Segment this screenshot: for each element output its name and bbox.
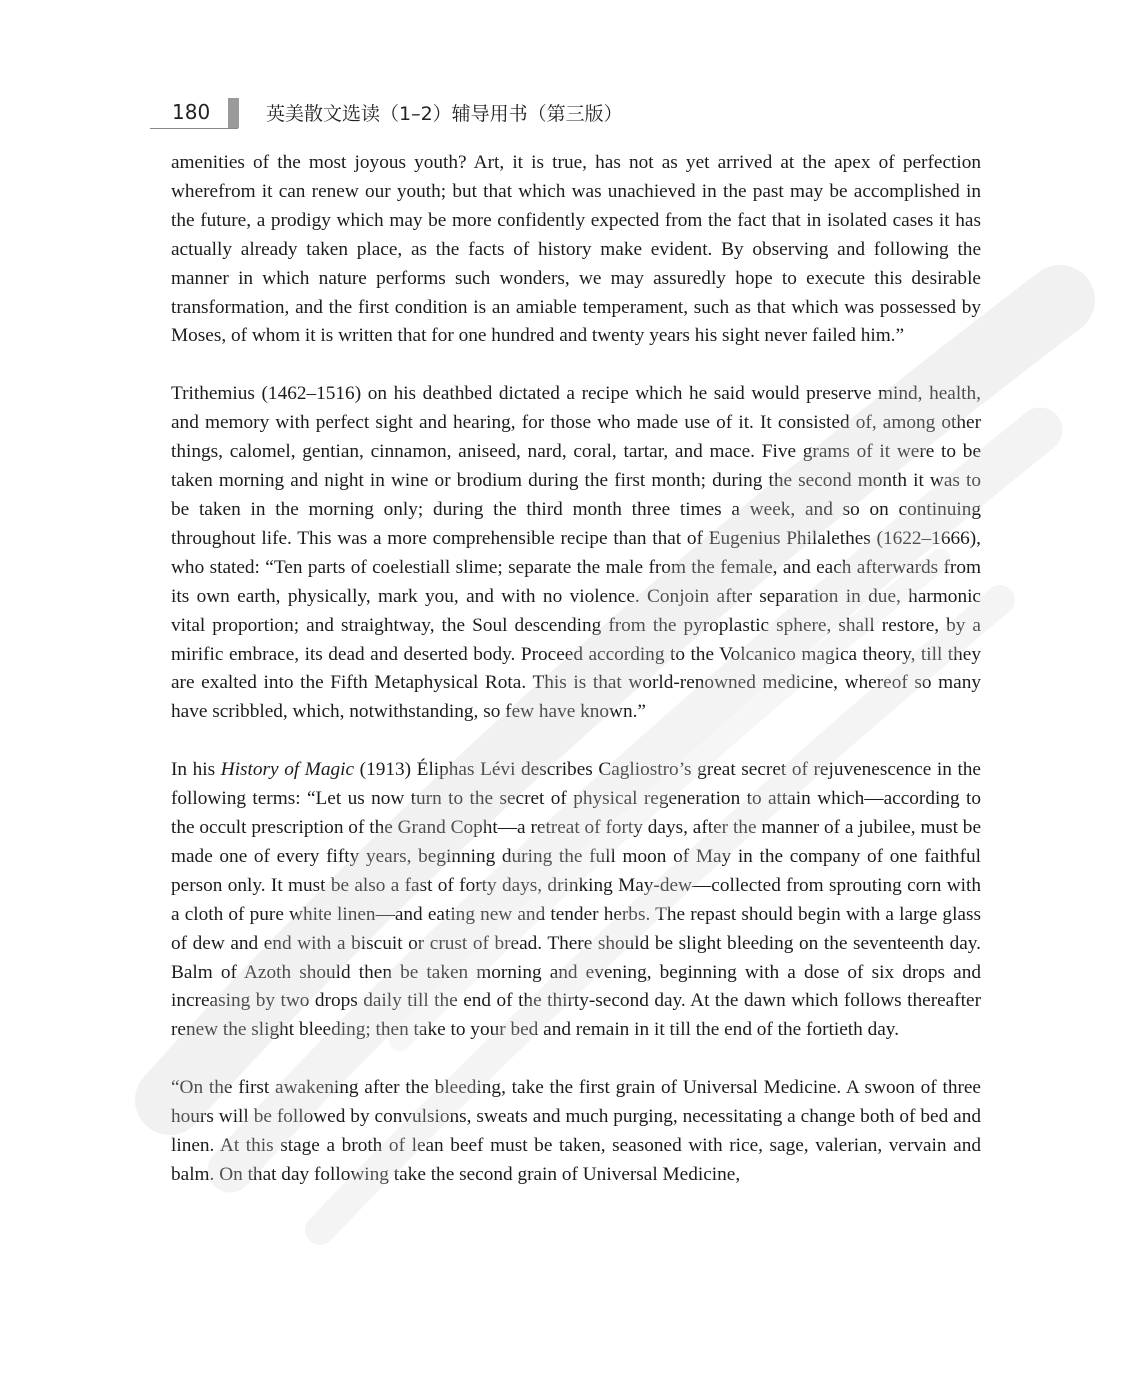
page-header: [150, 96, 980, 130]
running-head: 英美散文选读（1–2）辅导用书（第三版）: [266, 103, 623, 125]
page-number: 180: [172, 100, 211, 124]
body-text: [171, 149, 981, 1190]
paragraph-1: amenities of the most joyous youth? Art, it is true, has not as yet arrived at the apex of perfection wherefrom it can renew our youth; but that which was unachieved in the past may be accomplished in the future, a prodigy which may be more confidently expected from the fact that in isolated cases it has actually already taken place, as the facts of history make evident. By observing and following the manner in which nature performs such wonders, we may assuredly hope to execute this desirable transformation, and the first condition is an amiable temperament, such as that which was possessed by Moses, of whom it is written that for one hundred and twenty years his sight never failed him.”: [171, 152, 981, 347]
book-title-history-of-magic: History of Magic: [220, 759, 355, 781]
paragraph-3-lead: In his: [171, 759, 221, 781]
paragraph-3: [171, 756, 981, 1045]
paragraph-4: “On the first awakening after the bleeding, take the first grain of Universal Medicine. A swoon of three hours will be followed by convulsions, sweats and much purging, necessitating a change both of bed and linen. At this stage a broth of lean beef must be taken, seasoned with rice, sage, valerian, vervain and balm. On that day following take the second grain of Universal Medicine,: [171, 1077, 981, 1185]
header-rule: [150, 128, 238, 129]
paragraph-2: Trithemius (1462–1516) on his deathbed dictated a recipe which he said would preserve mind, health, and memory with perfect sight and hearing, for those who made use of it. It consisted of, among other things, calomel, gentian, cinnamon, aniseed, nard, coral, tartar, and mace. Five grams of it were to be taken morning and night in wine or brodium during the first month; during the second month it was to be taken in the morning only; during the third month three times a week, and so on continuing throughout life. This was a more comprehensible recipe than that of Eugenius Philalethes (1622–1666), who stated: “Ten parts of coelestiall slime; separate the male from the female, and each afterwards from its own earth, physically, mark you, and with no violence. Conjoin after separation in due, harmonic vital proportion; and straightway, the Soul descending from the pyroplastic sphere, shall restore, by a mirific embrace, its dead and deserted body. Proceed according to the Volcanico magica theory, till they are exalted into the Fifth Metaphysical Rota. This is that world-renowned medicine, whereof so many have scribbled, which, notwithstanding, so few have known.”: [171, 383, 981, 723]
paragraph-3-rest: (1913) Éliphas Lévi describes Cagliostro’s great secret of rejuvenescence in the following terms: “Let us now turn to the secret of physical regeneration to attain which—according to the occult prescription of the Grand Copht—a retreat of forty days, after the manner of a jubilee, must be made one of every fifty years, beginning during the full moon of May in the company of one faithful person only. It must be also a fast of forty days, drinking May-dew—collected from sprouting corn with a cloth of pure white linen—and eating new and tender herbs. The repast should begin with a large glass of dew and end with a biscuit or crust of bread. There should be slight bleeding on the seventeenth day. Balm of Azoth should then be taken morning and evening, beginning with a dose of six drops and increasing by two drops daily till the end of the thirty-second day. At the dawn which follows thereafter renew the slight bleeding; then take to your bed and remain in it till the end of the fortieth day.: [171, 759, 981, 1041]
header-bar-marker: [228, 98, 239, 128]
